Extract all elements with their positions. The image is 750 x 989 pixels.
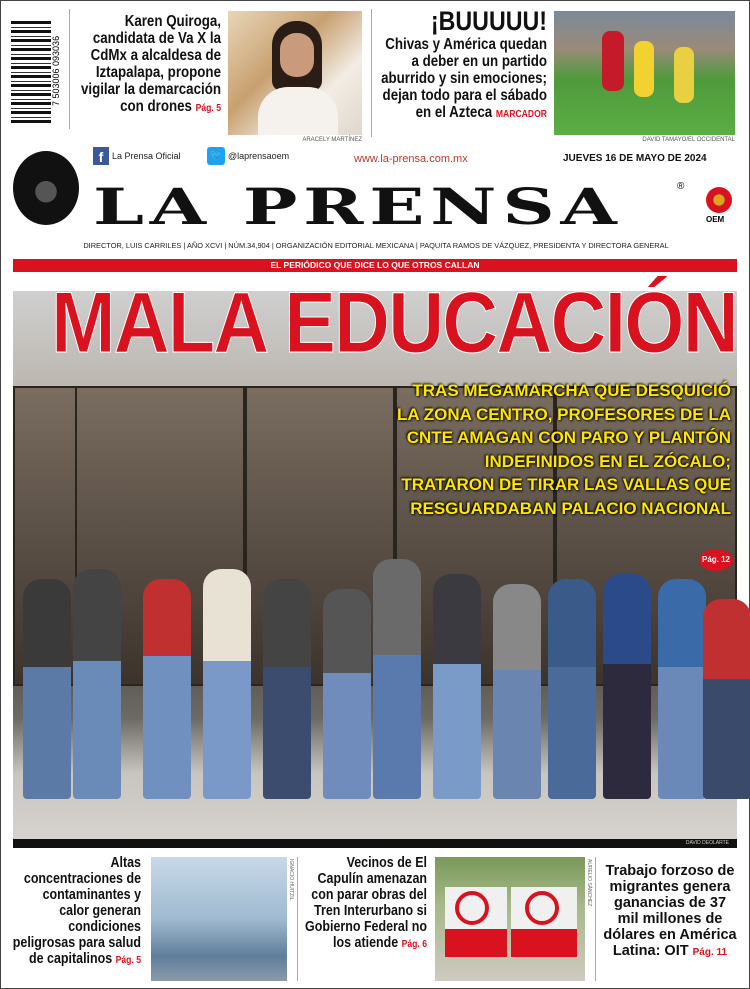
barcode — [11, 19, 51, 123]
page-ref: Pág. 11 — [692, 947, 728, 958]
bottom-story-pollution[interactable] — [12, 855, 141, 969]
main-headline[interactable]: MALA EDUCACIÓN — [51, 275, 737, 371]
soccer-photo — [554, 11, 735, 135]
masthead: LA PRENSA — [93, 177, 623, 236]
lion-logo-icon — [13, 151, 79, 225]
facebook-label: La Prensa Oficial — [112, 151, 181, 161]
top-story-chivas[interactable] — [377, 7, 547, 123]
divider — [595, 857, 596, 981]
barcode-number: 7 503006 093036 — [51, 35, 61, 107]
website-link[interactable]: www.la-prensa.com.mx — [354, 153, 468, 165]
staff-line: DIRECTOR, LUIS CARRILES | AÑO XCVI | NÚM.34,904 | ORGANIZACIÓN EDITORIAL MEXICANA | PAQUITA RAMOS DE VÁZQUEZ, PRESIDENTA Y DIRECTORA GENERAL — [83, 241, 669, 250]
story-kicker: ¡BUUUUU! — [430, 6, 547, 36]
page-ref: Pág. 5 — [195, 103, 221, 114]
slogan-bar: EL PERIÓDICO QUE DICE LO QUE OTROS CALLAN — [13, 259, 737, 272]
divider — [371, 9, 372, 137]
story-text: Chivas y América quedan a deber en un partido aburrido y sin emociones; dejan todo para el sábado en el Azteca — [381, 36, 547, 121]
registered-mark: ® — [677, 181, 685, 192]
photo-credit: DAVID DEOLARTE — [13, 839, 737, 848]
twitter-label: @laprensaoem — [228, 151, 290, 161]
bottom-story-capulin[interactable] — [301, 855, 427, 953]
photo-credit: IGNACIO HUITZIL — [288, 859, 294, 901]
facebook-link[interactable] — [93, 147, 181, 165]
photo-credit: ARACELY MARTÍNEZ — [302, 137, 362, 143]
top-story-quiroga[interactable] — [73, 13, 221, 117]
main-photo — [13, 291, 737, 839]
main-page-ref: Pág. 12 — [699, 549, 733, 571]
story-text: Karen Quiroga, candidata de Va X la CdMx a alcaldesa de Iztapalapa, propone vigilar la demarcación con drones — [80, 13, 222, 115]
page-ref: Pág. 6 — [401, 939, 427, 950]
facebook-icon: f — [93, 147, 109, 165]
main-deck: TRAS MEGAMARCHA QUE DESQUICIÓ LA ZONA CENTRO, PROFESORES DE LA CNTE AMAGAN CON PARO Y PLANTÓN INDEFINIDOS EN EL ZÓCALO; TRATARON DE TIRAR LAS VALLAS QUE RESGUARDABAN PALACIO NACIONAL — [396, 381, 731, 518]
twitter-icon: 🐦 — [207, 147, 225, 165]
quiroga-photo — [228, 11, 362, 135]
twitter-link[interactable] — [207, 147, 289, 165]
bottom-story-migrants[interactable] — [603, 863, 737, 961]
page-ref: Pág. 5 — [115, 955, 141, 966]
story-text: Trabajo forzoso de migrantes genera ganancias de 37 mil millones de dólares en América Latina: OIT — [603, 863, 737, 959]
oem-logo-icon — [706, 187, 732, 213]
divider — [297, 857, 298, 981]
photo-credit: AURELIO SÁNCHEZ — [586, 859, 592, 907]
date: JUEVES 16 DE MAYO DE 2024 — [563, 153, 707, 164]
protest-photo — [435, 857, 585, 981]
photo-credit: DAVID TAMAYO/EL OCCIDENTAL — [642, 137, 735, 143]
story-text: Vecinos de El Capulín amenazan con parar obras del Tren Interurbano si Gobierno Federal no los atiende — [305, 855, 427, 951]
divider — [69, 9, 70, 129]
story-text: Altas concentraciones de contaminantes y calor generan condiciones peligrosas para salud de capitalinos — [12, 855, 142, 967]
oem-label: OEM — [706, 215, 725, 224]
section-ref: MARCADOR — [495, 109, 547, 120]
pollution-photo — [151, 857, 287, 981]
